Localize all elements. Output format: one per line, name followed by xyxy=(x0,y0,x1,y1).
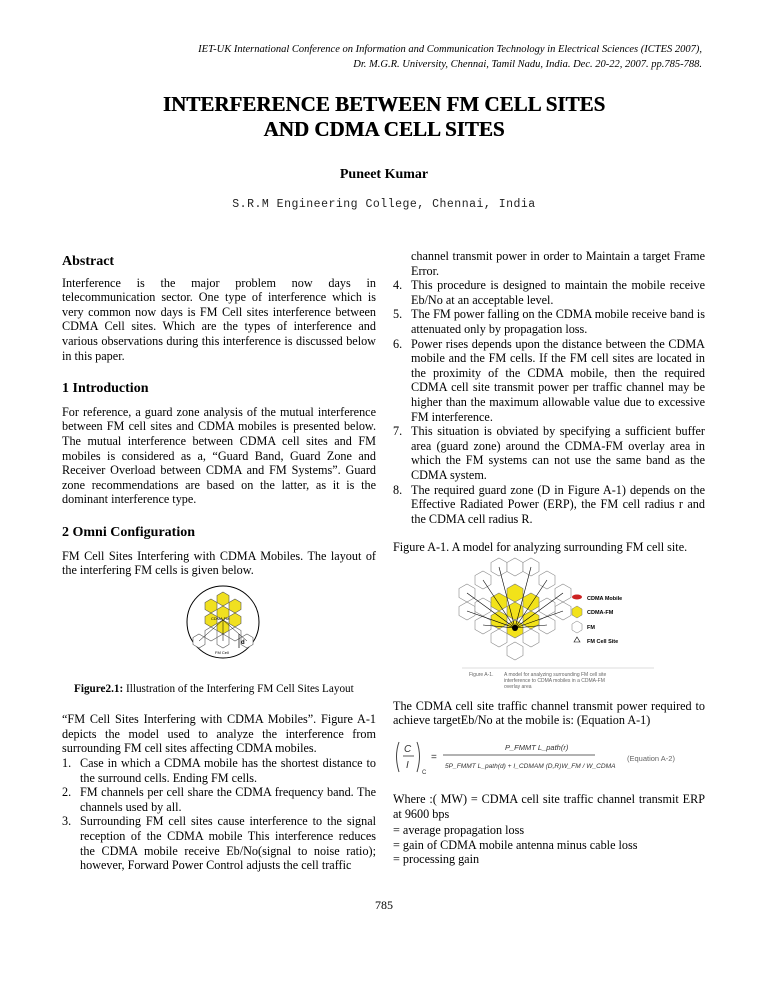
conference-line-1: IET-UK International Conference on Information and Communication Technology in Electrical Sciences (ICTES 2007), xyxy=(198,44,702,55)
figure-a1-inner-text-1: A model for analyzing surrounding FM cell site xyxy=(504,672,607,678)
eq-tag: (Equation A-2) xyxy=(627,754,675,764)
affiliation: S.R.M Engineering College, Chennai, India xyxy=(232,198,536,211)
right-intro: channel transmit power in order to Maintain a target Frame Error. xyxy=(411,249,705,278)
eq-lhs-num: C xyxy=(404,744,412,756)
svg-text:=: = xyxy=(431,752,437,764)
legend-fm-swatch xyxy=(572,621,582,633)
list-item: 3. Surrounding FM cell sites cause interference to the signal reception of the CDMA mobile This interference reduces the CDMA mobile receive Eb/No(signal to noise ratio); however, Forward Power Control adjusts the cell traffic xyxy=(62,814,376,873)
figure-a1-diagram xyxy=(454,550,654,695)
left-list xyxy=(62,756,376,873)
fig2-d-label: d xyxy=(241,640,245,646)
eq-numerator: P_FMMT L_path(r) xyxy=(505,743,569,753)
definition-line: = gain of CDMA mobile antenna minus cable loss xyxy=(393,837,638,852)
title-line-2: AND CDMA CELL SITES xyxy=(263,117,505,141)
paper-title xyxy=(0,92,768,142)
eq-denominator: 5P_FMMT L_path(d) + I_CDMAM (D,R)W_FM / W_CDMA xyxy=(445,763,616,771)
figure-a1-caption: Figure A-1. A model for analyzing surrounding FM cell site. xyxy=(393,540,688,555)
legend-cdma-mobile-swatch xyxy=(572,595,582,600)
right-list xyxy=(393,278,705,526)
legend-fm-cell-site-swatch xyxy=(574,637,580,642)
list-item: 6. Power rises depends upon the distance between the CDMA mobile and the FM cells. If the FM cell sites are located in the proximity of the CDMA mobile, then the required CDMA cell site transmit power per traffic channel may be higher than the maximum allowable value due to excessive FM interference. xyxy=(393,336,705,424)
list-item: 2. FM channels per cell share the CDMA frequency band. The channels used by all. xyxy=(62,785,376,814)
introduction-heading: 1 Introduction xyxy=(62,381,149,397)
equation-svg xyxy=(393,736,705,784)
abstract-text: Interference is the major problem now days in telecommunication sector. One type of interference which is very common now days is FM Cell sites interference between CDMA Cell sites. Which are the types of interference and various observations during this interference is discussed below in this paper. xyxy=(62,275,376,363)
cdma-mobile-marker xyxy=(512,625,518,631)
fig2-label-bottom: FM Cell xyxy=(215,650,229,655)
list-item: 8. The required guard zone (D in Figure A-1) depends on the Effective Radiated Power (ERP), the FM cell radius r and the CDMA cell radius R. xyxy=(393,482,705,526)
figure-a1-inner-text-2: interference to CDMA mobiles in a CDMA-FM xyxy=(504,678,605,684)
conference-header xyxy=(102,42,702,72)
conference-line-2: Dr. M.G.R. University, Chennai, Tamil Nadu, India. Dec. 20-22, 2007. pp.785-788. xyxy=(353,59,702,70)
figure-a1-svg xyxy=(454,550,654,690)
figure-a1-inner-text-3: overlay area xyxy=(504,684,532,690)
omni-heading: 2 Omni Configuration xyxy=(62,524,196,540)
definition-line: = average propagation loss xyxy=(393,823,525,838)
equation-block xyxy=(393,736,705,786)
fm-cell-layout-svg xyxy=(181,584,271,664)
eq-lhs-den: I xyxy=(406,760,409,772)
fig2-label-top: CDMA FM xyxy=(211,616,230,621)
legend-fm: FM xyxy=(587,625,595,631)
legend-cdma-mobile: CDMA Mobile xyxy=(587,596,623,602)
list-item: 4. This procedure is designed to maintain the mobile receive Eb/No at an acceptable level. xyxy=(393,278,705,307)
title-line-1: INTERFERENCE BETWEEN FM CELL SITES xyxy=(162,92,606,116)
abstract-heading: Abstract xyxy=(62,254,115,269)
omni-text: FM Cell Sites Interfering with CDMA Mobiles. The layout of the interfering FM cells is given below. xyxy=(62,548,376,578)
where-text: Where :( MW) = CDMA cell site traffic channel transmit ERP at 9600 bps xyxy=(393,792,705,821)
figure-2-caption-label: Figure2.1: xyxy=(74,682,124,695)
figure-2-diagram xyxy=(181,584,271,669)
definition-line: = processing gain xyxy=(393,852,480,867)
eq-lhs-sub: C xyxy=(422,770,427,777)
list-item: 7. This situation is obviated by specifying a sufficient buffer area (guard zone) around the CDMA-FM overlay area in which the FM systems can not use the same band as the CDMA system. xyxy=(393,424,705,482)
list-item: 5. The FM power falling on the CDMA mobile receive band is attenuated only by propagation loss. xyxy=(393,307,705,336)
equation-intro: The CDMA cell site traffic channel transmit power required to achieve targetEb/No at the mobile is: (Equation A-1) xyxy=(393,698,705,728)
figure-2-caption-text: Illustration of the Interfering FM Cell Sites Layout xyxy=(123,682,354,695)
figure-a1-inner-label: Figure A-1. xyxy=(469,672,494,678)
figure-2-caption xyxy=(62,682,376,697)
list-item: 1. Case in which a CDMA mobile has the shortest distance to the surround cells. Ending FM cells. xyxy=(62,756,376,785)
legend-fm-cell-site: FM Cell Site xyxy=(587,639,619,645)
legend-cdma-fm-swatch xyxy=(572,606,582,618)
definitions xyxy=(393,823,705,867)
para-after-figure: “FM Cell Sites Interfering with CDMA Mobiles”. Figure A-1 depicts the model used to analyze the interference from surrounding FM cell sites affecting CDMA mobiles. xyxy=(62,712,376,756)
page-number: 785 xyxy=(375,898,393,912)
legend-cdma-fm: CDMA-FM xyxy=(587,610,614,616)
left-column xyxy=(62,255,376,873)
introduction-text: For reference, a guard zone analysis of the mutual interference between FM cell sites and CDMA mobiles is presented below. The mutual interference between CDMA cell sites and FM mobiles is considered as a, “Guard Band, Guard Zone and Receiver Overload between CDMA and FM Systems”. Guard zone recommendations are based on the latter, as it is the dominant interference type. xyxy=(62,404,376,507)
author: Puneet Kumar xyxy=(339,167,429,182)
